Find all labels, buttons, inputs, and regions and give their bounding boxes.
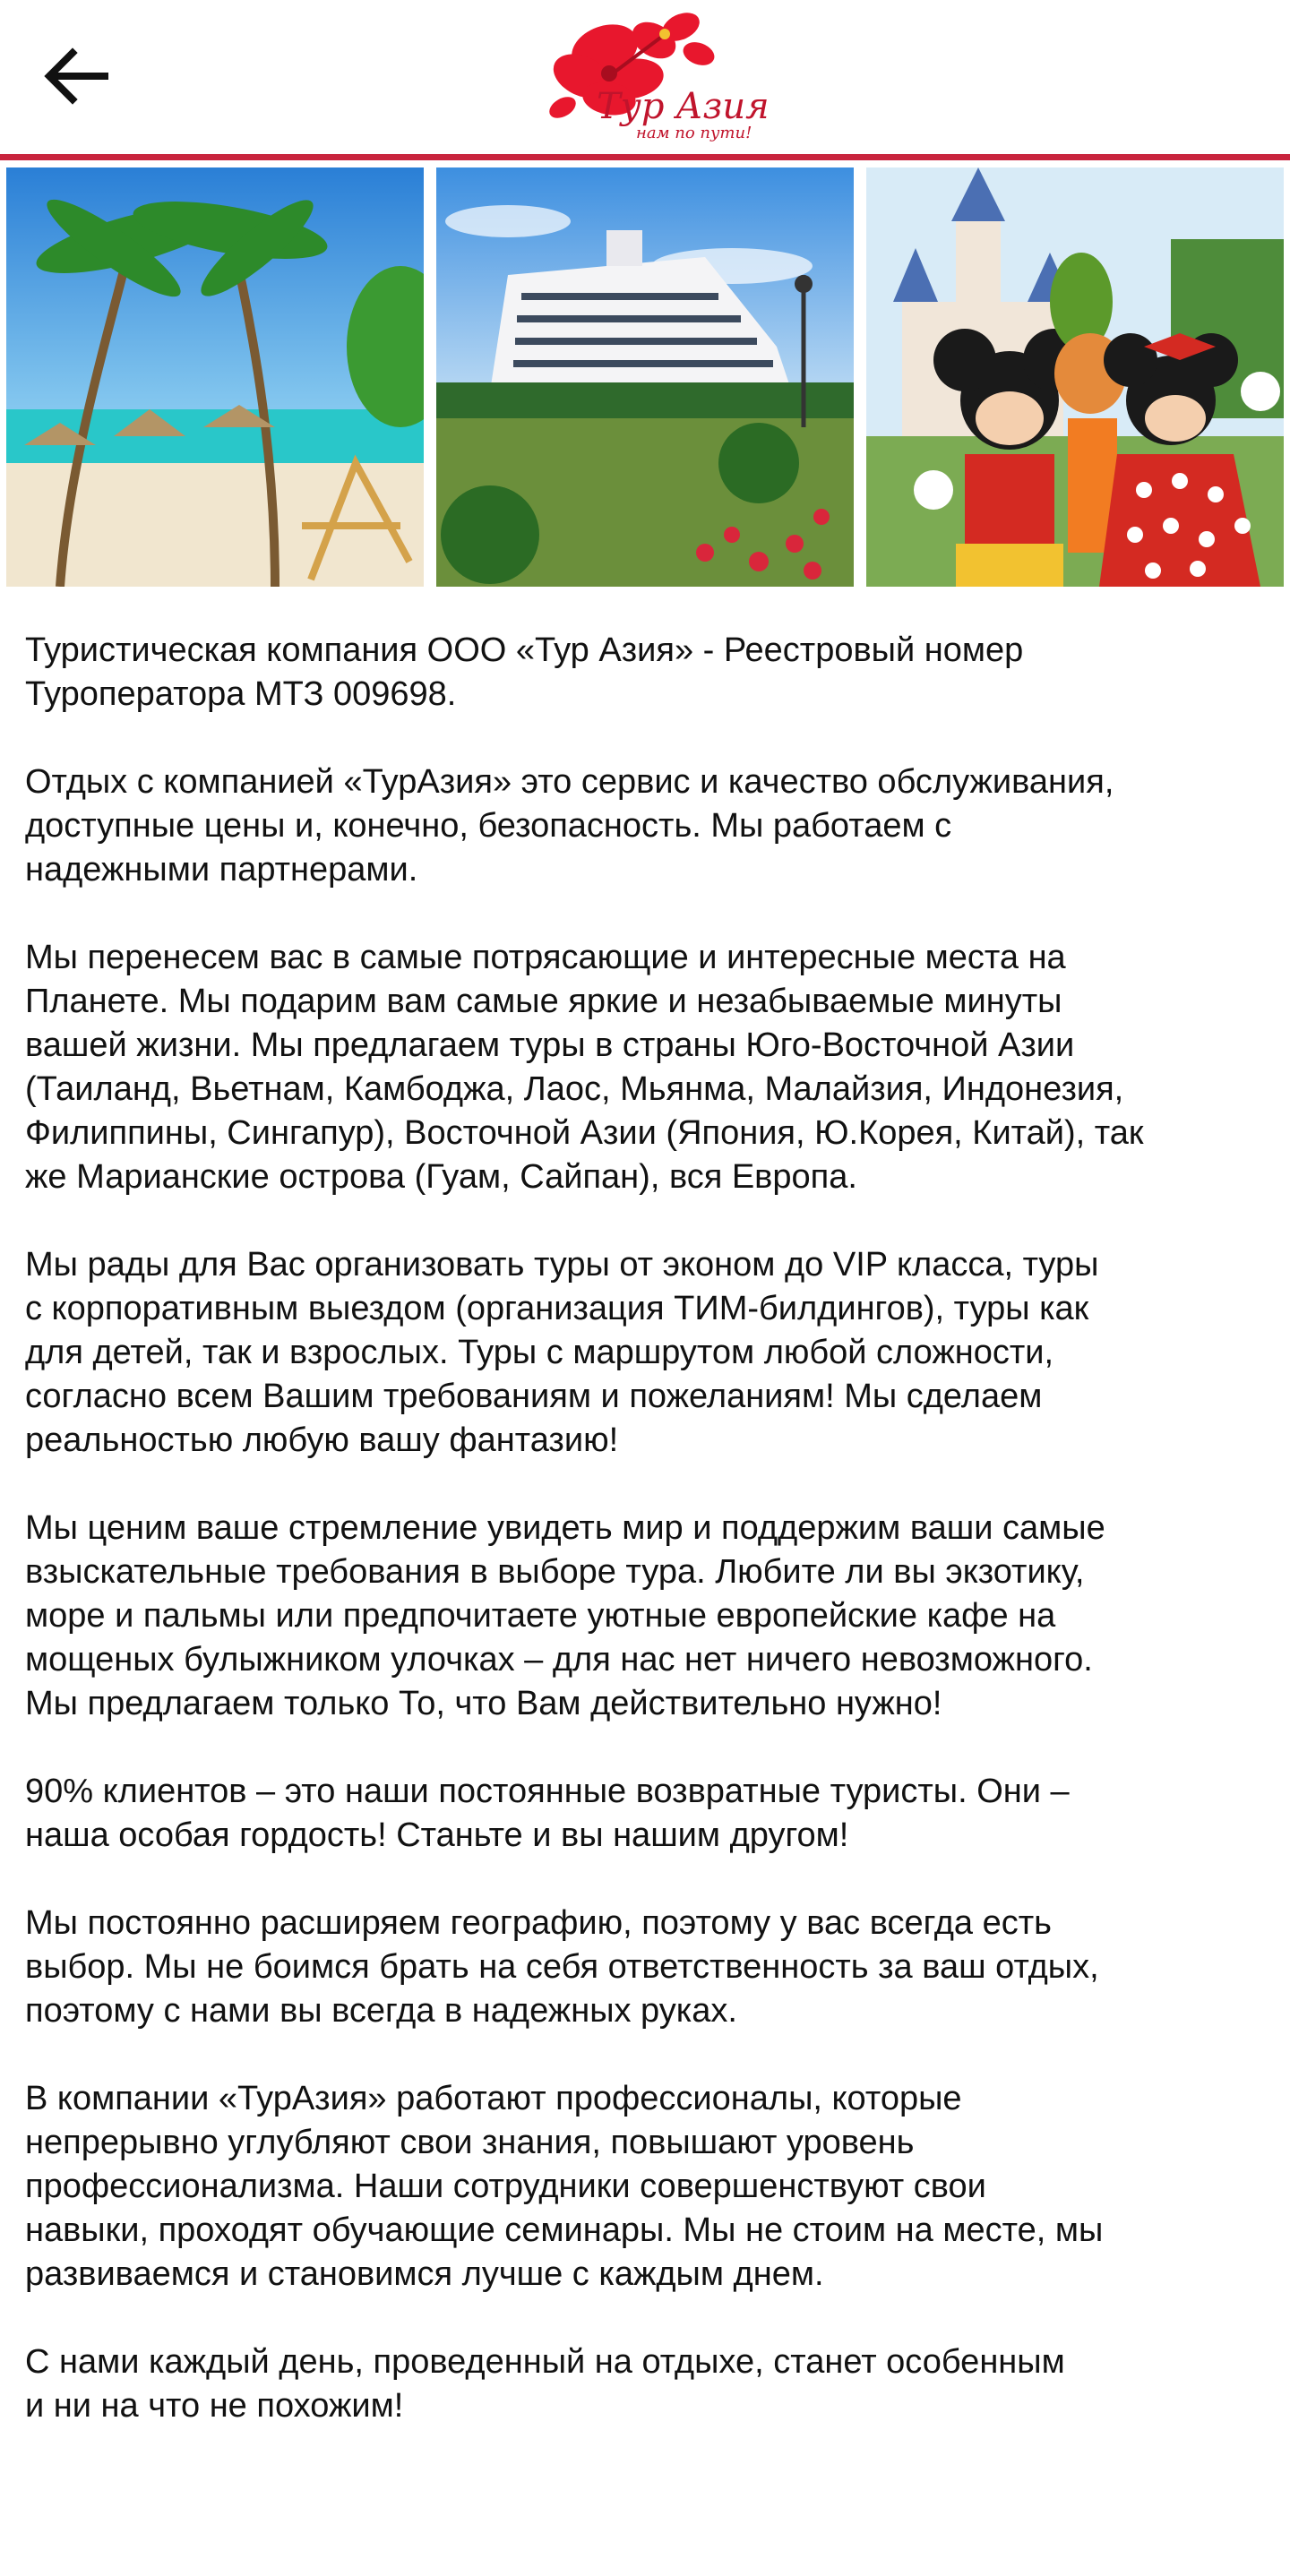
app-header [0,0,1290,154]
header-divider [0,154,1290,160]
paragraph-registry: Туристическая компания ООО «Тур Азия» - Реестровый номер Туроператора МТЗ 009698. [25,631,1024,713]
photo-gallery [0,167,1290,587]
paragraph-tour-types: Мы рады для Вас организовать туры от эконом до VIP класса, туры с корпоративным выездом (организация ТИМ-билдингов), туры как для детей, так и взрослых. Туры с маршрутом любой сложности, согласно всем Вашим требованиям и пожеланиям! Мы сделаем реальностью любую вашу фантазию! [25,1246,1099,1459]
paragraph-geography: Мы постоянно расширяем географию, поэтому у вас всегда есть выбор. Мы не боимся брать на себя ответственность за ваш отдых, поэтому с нами вы всегда в надежных руках. [25,1904,1099,2030]
logo-text: Тур Азия [597,86,770,127]
disneyland-characters-photo[interactable] [866,167,1284,587]
about-company-text [25,629,1270,2472]
logo-slogan: нам по пути! [636,124,752,142]
paragraph-service: Отдых с компанией «ТурАзия» это сервис и качество обслуживания, доступные цены и, конечно, безопасность. Мы работаем с надежными партнерами. [25,763,1114,889]
arrow-left-icon [40,40,112,116]
paragraph-preferences: Мы ценим ваше стремление увидеть мир и поддержим ваши самые взыскательные требования в выборе тура. Любите ли вы экзотику, море и пальмы или предпочитаете уютные европейские кафе на мощеных булыжником улочках – для нас нет ничего невозможного. Мы предлагаем только То, что Вам действительно нужно! [25,1509,1105,1722]
tropical-beach-photo[interactable] [6,167,424,587]
paragraph-returning-clients: 90% клиентов – это наши постоянные возвратные туристы. Они – наша особая гордость! Станьте и вы нашим другом! [25,1773,1070,1854]
paragraph-professionals: В компании «ТурАзия» работают профессионалы, которые непрерывно углубляют свои знания, повышают уровень профессионализма. Наши сотрудники совершенствуют свои навыки, проходят обучающие семинары. Мы не стоим на месте, мы развиваемся и становимся лучше с каждым днем. [25,2080,1104,2293]
paragraph-closing: С нами каждый день, проведенный на отдыхе, станет особенным и ни на что не похожим! [25,2343,1065,2425]
back-button[interactable] [27,36,125,120]
paragraph-destinations: Мы перенесем вас в самые потрясающие и интересные места на Планете. Мы подарим вам самые яркие и незабываемые минуты вашей жизни. Мы предлагаем туры в страны Юго-Восточной Азии (Таиланд, Вьетнам, Камбоджа, Лаос, Мьянма, Малайзия, Индонезия, Филиппины, Сингапур), Восточной Азии (Япония, Ю.Корея, Китай), так же Марианские острова (Гуам, Сайпан), вся Европа. [25,939,1144,1196]
tur-asia-logo[interactable] [520,0,770,154]
cruise-ship-photo[interactable] [436,167,854,587]
